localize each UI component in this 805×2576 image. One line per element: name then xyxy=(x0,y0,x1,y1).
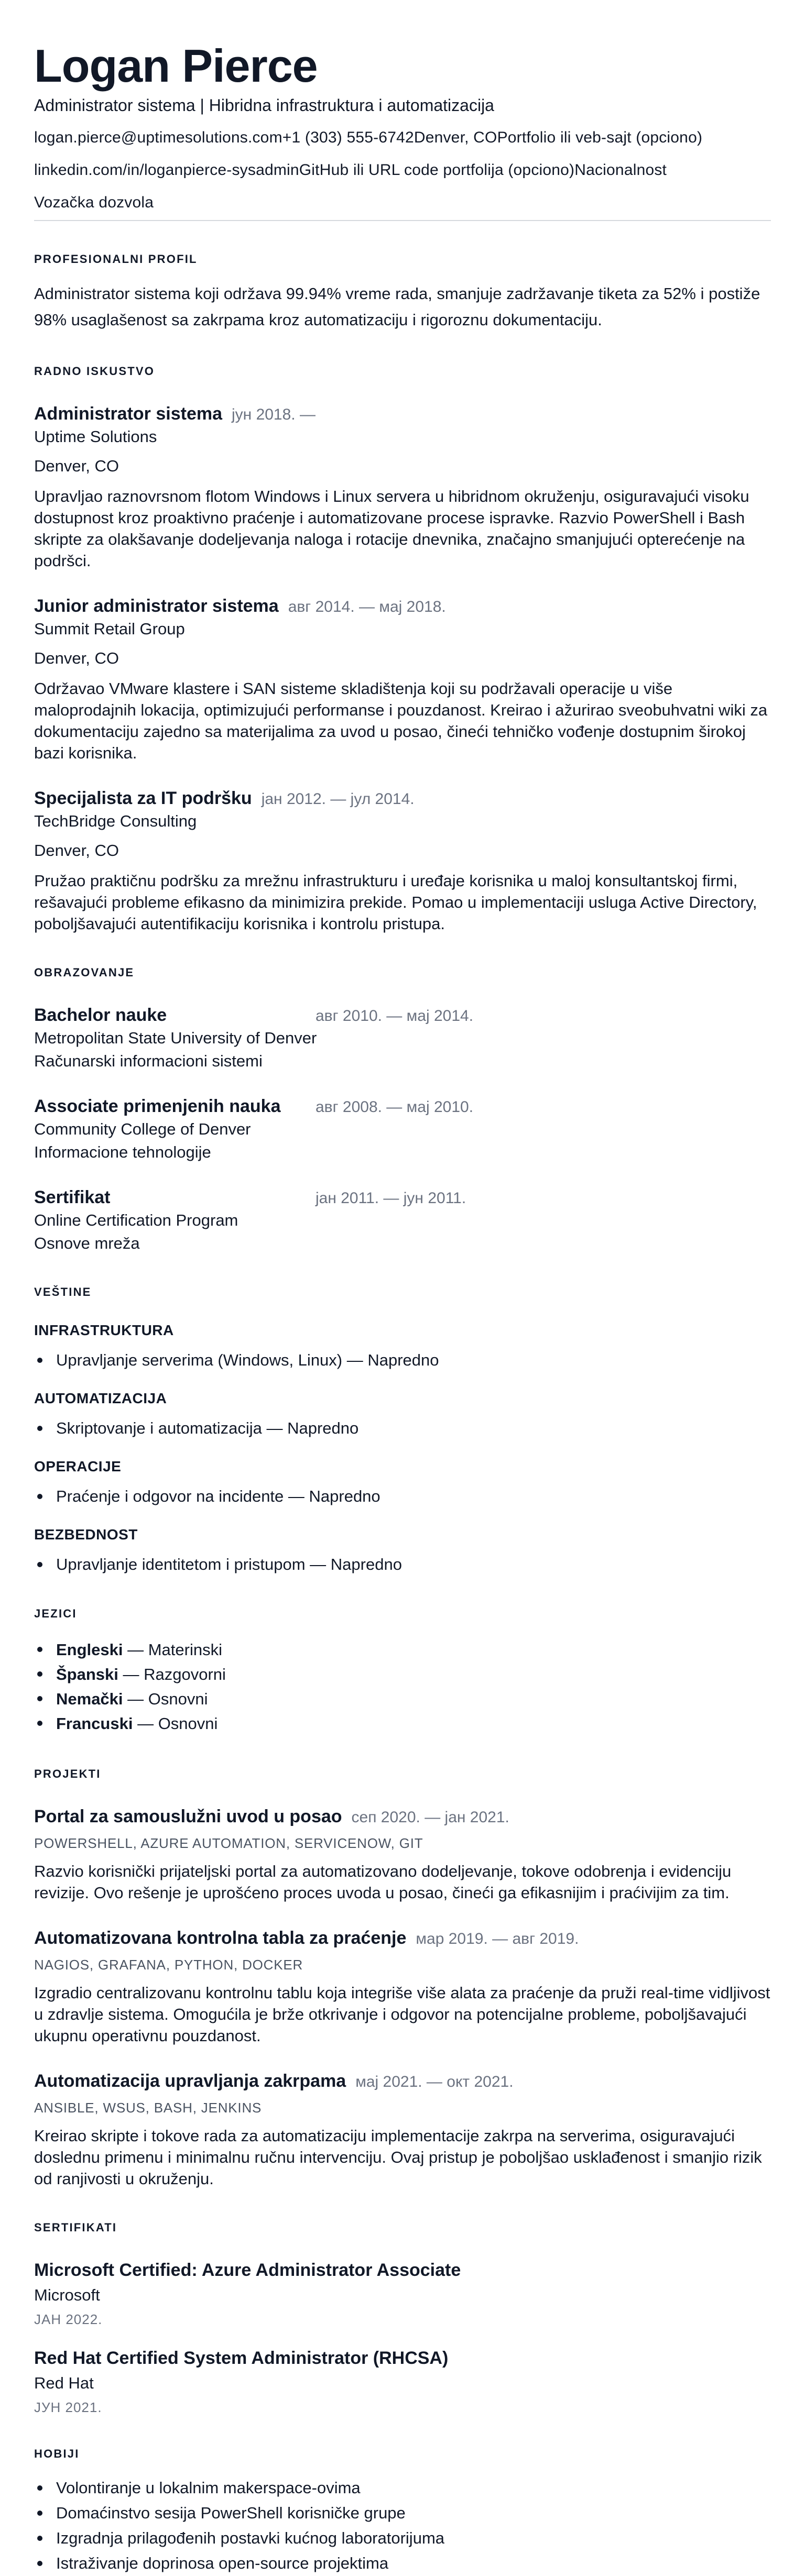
education-degree: Bachelor nauke xyxy=(34,1005,167,1025)
section-heading-experience: RADNO ISKUSTVO xyxy=(34,365,155,378)
education-entry xyxy=(34,1186,771,1254)
language-item xyxy=(34,1687,771,1711)
skill-items xyxy=(34,1349,771,1371)
education-degree: Associate primenjenih nauka xyxy=(34,1096,281,1116)
education-school: Online Certification Program xyxy=(34,1211,238,1229)
education-list xyxy=(34,1004,771,1254)
language-separator: — xyxy=(133,1714,158,1733)
resume-header xyxy=(34,40,771,221)
project-description: Razvio korisnički prijateljski portal za automatizovano dodeljevanje, tokove odobrenja i evidenciju revizije. Ovo rešenje je uprošćeno proces uvoda u posao, čineći ga efikasnijim i praćivijim za tim. xyxy=(34,1862,732,1902)
project-tech-stack: POWERSHELL, AZURE AUTOMATION, SERVICENOW, GIT xyxy=(34,1835,423,1851)
certification-title: Red Hat Certified System Administrator (RHCSA) xyxy=(34,2348,449,2368)
project-title: Automatizovana kontrolna tabla za praćenje xyxy=(34,1928,407,1948)
contact-block xyxy=(34,128,771,213)
project-title-row xyxy=(34,2069,771,2094)
job-title-row xyxy=(34,787,771,811)
bullet-icon xyxy=(37,1562,42,1567)
person-subtitle: Administrator sistema | Hibridna infrastruktura i automatizacija xyxy=(34,96,494,115)
language-name: Nemački xyxy=(56,1690,123,1708)
certification-title: Microsoft Certified: Azure Administrator Associate xyxy=(34,2260,461,2280)
certification-date: ЈУН 2021. xyxy=(34,2399,102,2415)
bullet-icon xyxy=(37,2561,42,2566)
bullet-icon xyxy=(37,1358,42,1363)
project-dates: сеп 2020. — јан 2021. xyxy=(351,1809,509,1826)
certification-issuer: Red Hat xyxy=(34,2374,94,2392)
language-separator: — xyxy=(118,1665,144,1683)
language-text xyxy=(56,1662,226,1687)
language-text xyxy=(56,1711,217,1736)
certification-entry xyxy=(34,2259,771,2328)
language-separator: — xyxy=(123,1690,148,1708)
bullet-icon xyxy=(37,1696,42,1701)
education-dates: јан 2011. — јун 2011. xyxy=(316,1190,466,1207)
education-title-row xyxy=(34,1004,771,1028)
section-education xyxy=(34,965,771,1254)
project-title: Portal za samouslužni uvod u posao xyxy=(34,1807,342,1826)
skill-group xyxy=(34,1321,771,1371)
job-location: Denver, CO xyxy=(34,841,119,860)
skill-group-list xyxy=(34,1321,771,1576)
bullet-icon xyxy=(37,1671,42,1677)
contact-line: logan.pierce@uptimesolutions.com+1 (303) 555-6742Denver, COPortfolio ili veb-sajt (opciono) xyxy=(34,129,703,146)
section-heading-projects: PROJEKTI xyxy=(34,1767,101,1780)
skill-item-text: Praćenje i odgovor na incidente — Napredno xyxy=(56,1487,380,1505)
section-heading-skills: VEŠTINE xyxy=(34,1285,92,1298)
person-name: Logan Pierce xyxy=(34,40,318,92)
hobby-item xyxy=(34,2475,771,2501)
skill-item-text: Upravljanje serverima (Windows, Linux) — Napredno xyxy=(56,1351,439,1369)
language-list xyxy=(34,1637,771,1736)
skill-category: AUTOMATIZACIJA xyxy=(34,1390,167,1406)
skill-item-text: Upravljanje identitetom i pristupom — Napredno xyxy=(56,1555,402,1573)
education-title-row xyxy=(34,1186,771,1210)
education-dates: авг 2008. — мај 2010. xyxy=(316,1098,474,1116)
bullet-icon xyxy=(37,1426,42,1431)
bullet-icon xyxy=(37,1721,42,1726)
job-title-row xyxy=(34,595,771,619)
section-experience xyxy=(34,364,771,934)
bullet-icon xyxy=(37,1494,42,1499)
skill-item-text: Skriptovanje i automatizacija — Napredno xyxy=(56,1419,359,1437)
section-heading-languages: JEZICI xyxy=(34,1607,77,1620)
job-dates: јун 2018. — xyxy=(232,406,316,423)
section-certifications xyxy=(34,2220,771,2416)
bullet-icon xyxy=(37,2536,42,2541)
project-entry xyxy=(34,1805,771,1903)
section-heading-profile: PROFESIONALNI PROFIL xyxy=(34,252,198,266)
education-school: Community College of Denver xyxy=(34,1120,251,1138)
section-heading-education: OBRAZOVANJE xyxy=(34,966,135,979)
job-dates: јан 2012. — јул 2014. xyxy=(261,790,415,808)
project-entry xyxy=(34,2069,771,2189)
hobby-item xyxy=(34,2526,771,2551)
hobby-text: Domaćinstvo sesija PowerShell korisničke grupe xyxy=(56,2504,406,2522)
language-item xyxy=(34,1711,771,1736)
education-degree: Sertifikat xyxy=(34,1187,111,1207)
section-profile xyxy=(34,251,771,333)
job-list xyxy=(34,402,771,934)
language-text xyxy=(56,1687,208,1711)
section-heading-certifications: SERTIFIKATI xyxy=(34,2221,117,2234)
job-description: Održavao VMware klastere i SAN sisteme skladištenja koji su podržavali operacije u više maloprodajnih lokacija, optimizujući performanse i pouzdanost. Kreirao i ažurirao sveobuhvatni wiki za dokumentaciju zajedno sa materijalima za uvod u posao, čineći tehničko vođenje dostupnim širokoj bazi korisnika. xyxy=(34,679,768,762)
job-title-row xyxy=(34,402,771,426)
language-level: Razgovorni xyxy=(144,1665,226,1683)
certification-issuer: Microsoft xyxy=(34,2286,100,2304)
skill-group xyxy=(34,1389,771,1439)
job-company: TechBridge Consulting xyxy=(34,812,197,830)
education-title-row xyxy=(34,1095,771,1119)
hobby-text: Istraživanje doprinosa open-source projektima xyxy=(56,2554,389,2572)
skill-category: OPERACIJE xyxy=(34,1458,122,1474)
bullet-icon xyxy=(37,1647,42,1652)
project-list xyxy=(34,1805,771,2189)
skill-items xyxy=(34,1417,771,1439)
hobby-text: Izgradnja prilagođenih postavki kućnog laboratorijuma xyxy=(56,2529,445,2547)
language-separator: — xyxy=(123,1641,148,1659)
certification-entry xyxy=(34,2347,771,2416)
hobby-item xyxy=(34,2501,771,2526)
job-location: Denver, CO xyxy=(34,649,119,667)
language-name: Španski xyxy=(56,1665,118,1683)
profile-summary: Administrator sistema koji održava 99.94% vreme rada, smanjuje zadržavanje tiketa za 52% i postiže 98% usaglašenost sa zakrpama kroz automatizaciju i rigoroznu dokumentaciju. xyxy=(34,284,760,329)
language-text xyxy=(56,1637,222,1662)
language-level: Osnovni xyxy=(148,1690,208,1708)
language-item xyxy=(34,1637,771,1662)
project-dates: мај 2021. — окт 2021. xyxy=(355,2073,514,2090)
job-dates: авг 2014. — мај 2018. xyxy=(288,598,446,615)
header-divider xyxy=(34,220,771,221)
job-title: Administrator sistema xyxy=(34,404,222,424)
job-title: Junior administrator sistema xyxy=(34,596,279,616)
skill-category: INFRASTRUKTURA xyxy=(34,1322,174,1338)
language-level: Osnovni xyxy=(158,1714,218,1733)
skill-group xyxy=(34,1525,771,1576)
skill-item xyxy=(34,1349,771,1371)
education-dates: авг 2010. — мај 2014. xyxy=(316,1007,474,1025)
language-name: Engleski xyxy=(56,1641,123,1659)
contact-line: Vozačka dozvola xyxy=(34,194,154,211)
job-description: Upravljao raznovrsnom flotom Windows i Linux servera u hibridnom okruženju, osiguravajući visoku dostupnost kroz proaktivno praćenje i automatizovane procese ispravke. Razvio PowerShell i Bash skripte za olakšavanje dodeljevanja naloga i rotacije dnevnika, značajno smanjujući opterećenje na podršci. xyxy=(34,487,749,570)
project-description: Izgradio centralizovanu kontrolnu tablu koja integriše više alata za praćenje da pruži real-time vidljivost u zdravlje sistema. Omogućila je brže otkrivanje i odgovor na potencijalne probleme, poboljšavajući ukupnu operativnu pouzdanost. xyxy=(34,1984,770,2045)
job-entry xyxy=(34,595,771,764)
education-entry xyxy=(34,1095,771,1163)
language-level: Materinski xyxy=(148,1641,222,1659)
contact-line: linkedin.com/in/loganpierce-sysadminGitHub ili URL code portfolija (opciono)Nacionalnost xyxy=(34,161,667,179)
education-field: Osnove mreža xyxy=(34,1234,140,1252)
project-dates: мар 2019. — авг 2019. xyxy=(416,1930,579,1947)
job-entry xyxy=(34,402,771,571)
project-title-row xyxy=(34,1927,771,1951)
job-description: Pružao praktičnu podršku za mrežnu infrastrukturu i uređaje korisnika u maloj konsultantskoj firmi, rešavajući probleme efikasno da minimizira prekide. Pomao u implementaciji usluga Active Directory, poboljšavajući autentifikaciju korisnika i kontrolu pristupa. xyxy=(34,872,757,933)
certification-date: ЈАН 2022. xyxy=(34,2311,103,2327)
skill-item xyxy=(34,1417,771,1439)
project-description: Kreirao skripte i tokove rada za automatizaciju implementacije zakrpa na serverima, osiguravajući doslednu primenu i minimalnu ručnu intervenciju. Ovaj pristup je poboljšao usklađenost i smanjio rizik od ranjivosti u okruženju. xyxy=(34,2127,762,2188)
project-tech-stack: ANSIBLE, WSUS, BASH, JENKINS xyxy=(34,2100,262,2116)
certification-list xyxy=(34,2259,771,2416)
section-hobbies xyxy=(34,2446,771,2576)
skill-item xyxy=(34,1554,771,1576)
education-school: Metropolitan State University of Denver xyxy=(34,1029,317,1047)
section-projects xyxy=(34,1766,771,2189)
section-skills xyxy=(34,1284,771,1576)
bullet-icon xyxy=(37,2511,42,2516)
language-item xyxy=(34,1662,771,1687)
hobby-item xyxy=(34,2551,771,2576)
education-entry xyxy=(34,1004,771,1072)
skill-item xyxy=(34,1485,771,1507)
hobby-list xyxy=(34,2475,771,2576)
hobby-text: Volontiranje u lokalnim makerspace-ovima xyxy=(56,2479,361,2497)
education-field: Računarski informacioni sistemi xyxy=(34,1052,263,1070)
skill-category: BEZBEDNOST xyxy=(34,1526,138,1543)
project-entry xyxy=(34,1927,771,2046)
job-title: Specijalista za IT podršku xyxy=(34,788,252,808)
bullet-icon xyxy=(37,2485,42,2491)
project-tech-stack: NAGIOS, GRAFANA, PYTHON, DOCKER xyxy=(34,1957,303,1973)
project-title: Automatizacija upravljanja zakrpama xyxy=(34,2071,346,2091)
section-languages xyxy=(34,1606,771,1736)
language-name: Francuski xyxy=(56,1714,133,1733)
skill-items xyxy=(34,1485,771,1507)
job-company: Uptime Solutions xyxy=(34,427,157,446)
education-field: Informacione tehnologije xyxy=(34,1143,211,1161)
job-entry xyxy=(34,787,771,934)
skill-items xyxy=(34,1554,771,1576)
section-heading-hobbies: HOBIJI xyxy=(34,2447,80,2460)
project-title-row xyxy=(34,1805,771,1829)
job-company: Summit Retail Group xyxy=(34,620,185,638)
job-location: Denver, CO xyxy=(34,457,119,475)
skill-group xyxy=(34,1457,771,1507)
